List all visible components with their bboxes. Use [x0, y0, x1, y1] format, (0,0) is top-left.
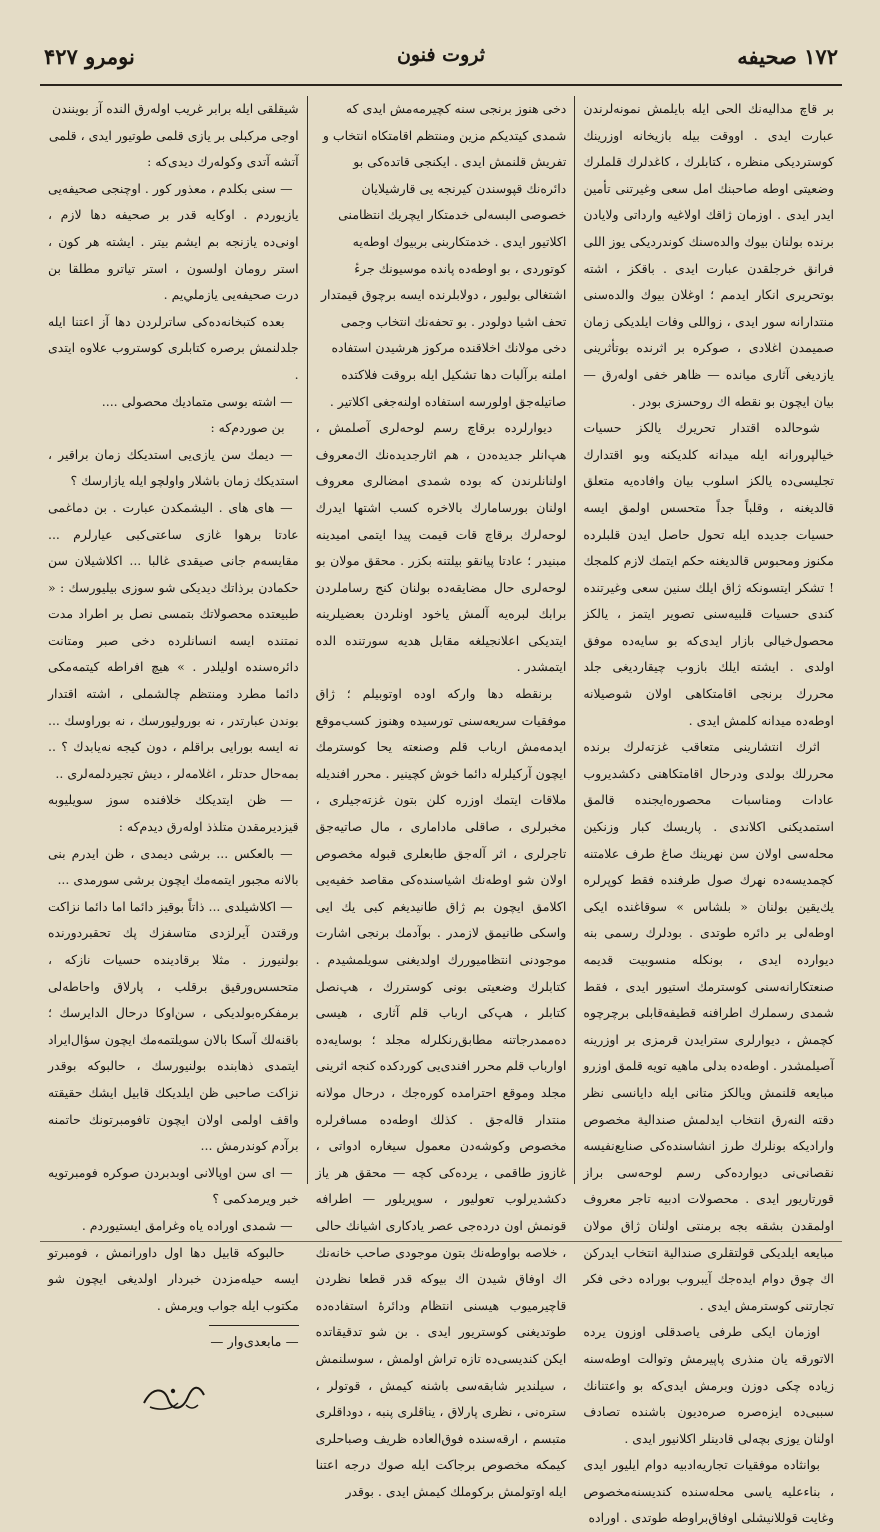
text-columns — [40, 96, 842, 1526]
paragraph: اثرك انتشارينى متعاقب غزته‌لرك برنده محررلك بولدى ودرحال اقامتكاهنى دكشديروب عادات ومناسبات محصوره‌ايجنده قالمق استمديكنى اكلاندى . پاريسك كبار وزنكين محله‌سى اولان سن نهرينك صاغ طرف علامتنه كچمدیسه‌ده نهرك صول طرفنده فقط كوپرلره يك‌يقين بولنان « بلشاس » سوقاغنده ايكى اوطه‌لى بر دائره طوتدى . بودلرك رسمى بنه ديوارده ايدى ، بونكله منسوبيت قديمه صنعتكارانه‌سنى كوسترمك استيور ايدى ، فقط شمدى رسملرك اطرافنه قطيفه‌قابلى برچرچوه كچمش ، ديوارلرى سترايدن قرمزى بر اوزرينه آصيلمشدر . اوطه‌ده بدلى ماهيه تويه قلمق اوزرو مبايعه قلنمش ويالكز متانى ايله دايانسى نظر دقته النه‌رق انتخاب ايدلمش صندالية مخصوص واراديكه بونلرك طرز انشاسنده‌كى صنايع‌نفيسه نقصانى‌نى ديوارده‌كى رسم لوحه‌سى براز قورتاريور ايدى . محصولات ادبيه تاجر معروف اولمقدن بشقه بجه برمنتى اولنان ژاق مولان مبايعه ايلديكى قولتقلرى صندالية انتخاب ايدركن اك چوق دوام ايده‌جك آيبروب بوراده دخى فكر تجارتنى كوسترمش ايدى . — [583, 739, 834, 1313]
to-be-continued-note: — مابعدى‌وار — — [209, 1325, 299, 1357]
paragraph: حالبوكه قابيل دها اول داورانمش ، فومبرتو ايسه حيله‌مزدن خبردار اولديغى ايچون شو مكتوب ايله جواب ويرمش . — [47, 1244, 299, 1313]
dialogue-line: — اكلاشيلدى ... ذاتاً بوقيز دائما اما دائما نزاكت ورقتدن آيرلزدى متاسفزك پك تحقبردورنده بولنيورز . مثلا برقادينده حسيات نازكه ، متحسس‌ورقيق برقلب ، پارلاق واحاطه‌لى برمفكره‌بولديكى ، سن‌اوكا درحال الدايرسك ؛ باقنه‌لك آسكا بالان سويلتمه‌مك ايچون سؤال‌ايراد ايتمدى ذهابنده بولنيورسك ، حالبوكه بوقدر نزاكت صاحبى ظن ايلديكك قابيل ايشك حقيقته واقف اولمى اولان ايچون تافومبرتونك حاتمنه برآدم كوندرمش ... — [47, 898, 299, 1154]
column-left — [40, 96, 307, 1351]
dialogue-line: — اشته بوسى متماديك محصولى .... — [101, 393, 293, 409]
calligraphic-ornament-icon — [48, 1381, 299, 1425]
issue-number: نومرو ۴۲۷ — [44, 44, 135, 69]
page-number: ۱۷۲ صحيفه — [737, 44, 838, 69]
paragraph: بعده كتبخانه‌ده‌كى ساترلردن دها آز اعتنا ايله جلدلنمش برصره كتابلرى كوستروب علاوه ايتدى . — [47, 313, 299, 382]
column-divider — [307, 96, 308, 1184]
paragraph: ديوارلرده برقاچ رسم لوحه‌لرى آصلمش ، هپ‌انلر جديده‌دن ، هم اثارجديده‌نك اك‌معروف اولنانلرندن كه بوده شمدى امضالرى معروف اولنان بورسامارك بالاخره كسب اشتها ايدرك لوحه‌لرك برقاچ قات قيمت پيدا ايتمى اميدينه مبنيدر ؛ عادتا پيانقو بيلتنه بكزر . محقق مولان بو لوحه‌لرى حال مضايقه‌ده بولنان كنج رساملردن برابك لبره‌يه آلمش ياخود اونلردن بعضيلرينه ايتديكى اعلانجيلغه مقابل هديه سورتنده الده ايتمشدر . — [315, 420, 567, 675]
dialogue-line: — ديمك سن يازى‌يى استديكك زمان براقير ، استديكك زمان باشلار واولچو ايله يازارسك ؟ — [47, 446, 299, 489]
column-divider — [574, 96, 575, 1184]
dialogue-line: — ظن ايتديكك خلافنده سوز سويليوبه قيزديرمقدن متلذذ اوله‌رق ديدم‌كه : — [47, 792, 299, 835]
dialogue-line: — اى سن اوپالانى اوبدبردن صوكره فومبرتويه خبر ويرمدكمى ؟ — [47, 1164, 299, 1207]
dialogue-line: — بالعكس ... برشى ديمدى ، ظن ايدرم بنى بالانه مجبور ايتمه‌مك ايچون برشى سورمدى ... — [47, 845, 299, 888]
paragraph: برنقطه دها واركه اوده اوتوبيلم ؛ ژاق موفقيات سريعه‌سنى تورسيده وهنوز كسب‌موقع ايدمه‌مش ارباب قلم وصنعته يحا كوسترمك ايچون آركيلرله دائما خوش كچينير . محرر افنديله ملاقات ايتمك اوزره كلن بتون غزته‌جيلرى ، مخبرلرى ، صاقلى مادامارى ، مال صاتيه‌جق تاجرلرى ، اثر آله‌جق طابعلرى قبوله مخصوص اولان شو اوطه‌نك اشياسنده‌كى مقاصد خفيه‌يى اكلامق ايچون بم ژاق طانيديغم كبى يك ايى واسكى طانيمق لازمدر . بوآدمك برنجى اشارت موجودنى انتظاميوررك اولديغنى سويلمشيدم . كتابلرك وضعيتى بونى كوستررك ، هپ‌نصل كتابلر ، هپ‌كى ارباب قلم آثارى ، هيسى ده‌ممدرجاتنه مطابق‌رنكلرله مجلد ؛ بوسايه‌ده اوارباب قلم محرر افندى‌يى كوردكده كنجه اثرينى مجلد وموقع احترامده كوره‌جك ، درحال مولانه منتدار قاله‌جق . كذلك اوطه‌ده مسافرلره مخصوص وكوشه‌دن معمول سيغاره ادواتى ، غازوز طاقمى ، يرده‌كى كچه — محقق هر ياز دكشديرلوب تعوليور ، سوپريلور — اطرافه قونمش اون درده‌جى عصر يادكارى اشيانك حالى ، خلاصه بواوطه‌نك بتون موجودى صاحب خانه‌نك اك اوفاق شيدن اك بيوكه قدر قطعا نظردن قاچيرميوب هيسنى انتظام ودائرهٔ استفاده‌ده طوتديغنى كوستريور ايدى . بن شو تدقيقاتده ايكن كنديسى‌ده تازه تراش اولمش ، سوسلنمش ، سيلندير شابقه‌سى باشنه كيمش ، قوتولر ، ستره‌نى ، نظرى پارلاق ، يناقلرى پنبه ، دوداقلرى متبسم ، ارقه‌سنده فوق‌العاده ظريف وصباحلرى كيمكه مخصوص برجاكت ايله صوك درجه اعتنا ايله اوتولمش بركوملك كيمش ايدى . بوقدر — [315, 686, 567, 1499]
dialogue-line: — شمدى اوراده‌ ياه وغرامق ايستيوردم . — [81, 1217, 293, 1233]
paragraph: شوحالده اقتدار تحریرك يالكز حسيات خيالپرورانه ايله ميدانه كلديكنه وبو اقتدارك تجلیسی‌ده يالكز اسلوب بيان وافاده‌يه متعلق قالديغنه ، وقلباً جداً متحسس اولمق ايسه حسيات جديده ايله تحول حاصل ايدن قلبلرده مكنوز ومحبوس قالديغنه حكم ايتمك لازم كلمجك ! تشكر ايتسونكه ژاق ايلك سنين سعى وغيرتنده كندى حسيات قلبيه‌سنى تصوير ايتمز ، يالكز محصول‌خيالى بازار ايدى‌كه بو سايه‌ده موفق اولدى . ايشته ايلك بازوب چيقارديغى جلد محررك برنجى اقامتكاهى اولان شوصيلانه اوطه‌ده ميدانه كلمش ايدى . — [583, 420, 834, 728]
page-header — [40, 38, 842, 86]
dialogue-line: — سنى بكلدم ، معذور كور . اوچنجى صحيفه‌يى يازيوردم . اوكايه قدر بر صحيفه دها لازم ، اونى‌ده يازنجه بم ايشم بيتر . ايشته هر كون ، استر رومان اولسون ، استر تياترو مطلقا بن درت صحيفه‌يى يازملي‌يم . — [47, 180, 299, 303]
paragraph: شيقلقى ايله برابر غريب اوله‌رق النده آز بوينندن اوجى مركبلى بر يازى قلمى طوتيور ايدى ، قلمى آتشه آتدى وكوله‌رك ديدى‌كه : — [48, 101, 299, 170]
paragraph: اوزمان ايكى طرفى ياصدقلى اوزون يرده الاتورقه يان منذرى پاپيرمش وتوالت اوطه‌سنه زياده‌ چكى دوزن وبرمش ايدى‌كه بو واعتنانك سببى‌ده ايزه‌صره صره‌ديون باشنده تصادف اولنان يوزى بچه‌لى قادينلر اكلانيور ايدى . — [583, 1324, 834, 1446]
paragraph: بر قاچ مدالیه‌نك الحى ايله بايلمش نمونه‌لرندن عبارت ايدى . اووقت بيله بازيخانه اوزرينك كوستردیكى منظره ، كتابلرك ، كاغدلرك قلملرك وضعيتى اوطه صاحبنك امل سعى وغيرتنى تأمين ايدر ايدى . اوزمان ژاقك اولاغيه وارداتى ولايادن برنده بولنان بيوك والده‌سنك كوندرديكى يوز اللى فرانق خرجلقدن عبارت ايدى . باقكز ، اشته بوتحريرى انكار ايدمم ؛ اوغلان بيوك والده‌سنى منتدارانه سور ايدى ، زواللى وفات ايلديكى زمان صميمدن اغلادى ، صوكره بر اثرنده بوتأثرينى يازديغى آثارى ميانده — ظاهر خفى اوله‌رق — بيان ايچون بو نقطه اك روحسزى بودر . — [583, 101, 834, 409]
dialogue-line: — هاى هاى . اليشمكدن عبارت . بن دماغمى عادتا برهوا غازى ساعتى‌كبى عيارلرم ... مقايسه‌م جانى صيقدى غالبا ... اكلاشيلان سن حكمادن برذاتك ديديكى شو سوزى بيليورسك : « طبيعتده محصولاتك بتمسى نصل بر اطراد مدت نمتنده ايسه انسانلرده دخى صبر ومتانت دائره‌سنده اوليلدر . » هيچ افراطه كيتمه‌مكى دائما مطرد ومنتظم چالشملى ، اشته اقتدار بوندن عبارتدر ، نه بوروليورسك ، نه بوراوسك ... نه ايسه بورايى براقلم ، دون كيجه نه‌يابدك ؟ .. بمه‌حال حدتلر ، اغلامه‌لر ، ديش تجيردلمه‌لرى .. — [47, 499, 299, 781]
paragraph: بوانثاده موفقيات تجاريه‌ادبيه دوام ايليور ايدى ، بناءعليه ياسى محله‌سنده كنديسنه‌مخصوص وغايت قوللانيشلى اوفاق‌براوطه طوتدى . اوراده — [583, 1457, 834, 1526]
paragraph: بن صوردم‌كه : — [210, 420, 285, 436]
bottom-border — [40, 1241, 842, 1242]
column-middle — [308, 96, 575, 1499]
paragraph: دخى هنوز برنجى سنه كچيرمه‌مش ايدى كه شمدى كيتديكم مزين ومنتظم اقامتكاه انتخاب و تفريش قلنمش ايدى . ايكنجى قاتده‌كى بو دائره‌نك قپوسندن كيرنجه‌ يى قارشيلايان خصوصى البسه‌لى خدمتكار ايچريك انتظامنى اكلاتيور ايدى . خدمتكاربنى بربيوك اوطه‌يه كوتوردى ، بو اوطه‌ده پانده موسيونك جرءٔ اشتغالى بوليور ، دولابلرنده ايسه برچوق قيمتدار تحف اشيا دولودر . بو تحفه‌نك انتخاب وجمى دخى مولانك اخلاقنده مركوز هرشيدن استفاده املنه برآلبات دها تشكيل ايله بروقت فلاكتده صاتيله‌جق اولورسه استفاده اولنه‌جغى اكلاتير . — [320, 101, 567, 409]
column-right — [575, 96, 842, 1526]
magazine-title: ثروت فنون — [396, 44, 486, 66]
